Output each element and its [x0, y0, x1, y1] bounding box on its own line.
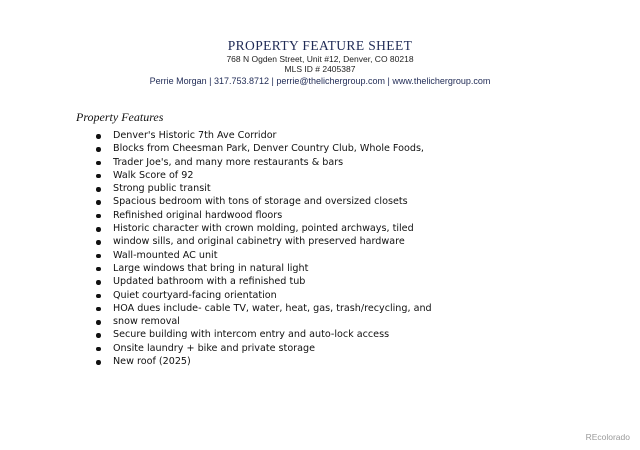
bullet-icon [96, 134, 101, 139]
feature-text: snow removal [113, 316, 180, 328]
feature-item [96, 302, 432, 315]
feature-text: Spacious bedroom with tons of storage and oversized closets [113, 196, 408, 208]
bullet-icon [96, 240, 101, 245]
feature-item [96, 142, 432, 155]
bullet-icon [96, 360, 101, 365]
feature-text: New roof (2025) [113, 356, 191, 368]
feature-item [96, 169, 432, 182]
property-address: 768 N Ogden Street, Unit #12, Denver, CO 80218 [226, 54, 414, 64]
feature-text: Secure building with intercom entry and auto-lock access [113, 329, 390, 341]
bullet-icon [96, 214, 101, 219]
feature-text: Updated bathroom with a refinished tub [113, 276, 306, 288]
feature-item [96, 235, 432, 248]
feature-text: window sills, and original cabinetry with preserved hardware [113, 236, 405, 248]
feature-text: Denver's Historic 7th Ave Corridor [113, 130, 277, 141]
feature-item [96, 209, 432, 222]
feature-text: Historic character with crown molding, pointed archways, tiled [113, 223, 414, 235]
feature-item [96, 355, 432, 368]
feature-item [96, 289, 432, 302]
bullet-icon [96, 227, 101, 232]
bullet-icon [96, 200, 101, 205]
feature-item [96, 249, 432, 262]
bullet-icon [96, 161, 101, 166]
feature-text: Quiet courtyard-facing orientation [113, 289, 277, 301]
feature-item [96, 262, 432, 275]
features-list [96, 129, 432, 368]
bullet-icon [96, 280, 101, 285]
feature-item [96, 156, 432, 169]
bullet-icon [96, 307, 101, 312]
bullet-icon [96, 147, 101, 152]
features-section-title: Property Features [76, 110, 164, 124]
feature-item [96, 275, 432, 288]
bullet-icon [96, 320, 101, 325]
feature-item [96, 222, 432, 235]
feature-item [96, 315, 432, 328]
feature-item [96, 129, 432, 142]
bullet-icon [96, 254, 101, 259]
feature-text: Wall-mounted AC unit [113, 249, 218, 261]
recolorado-watermark: REcolorado [585, 432, 630, 442]
feature-text: Refinished original hardwood floors [113, 209, 283, 221]
feature-text: Walk Score of 92 [113, 169, 194, 181]
bullet-icon [96, 347, 101, 352]
feature-item [96, 195, 432, 208]
bullet-icon [96, 267, 101, 272]
feature-text: Strong public transit [113, 183, 211, 195]
feature-text: Large windows that bring in natural light [113, 262, 309, 274]
feature-item [96, 342, 432, 355]
bullet-icon [96, 174, 101, 179]
bullet-icon [96, 333, 101, 338]
feature-item [96, 328, 432, 341]
mls-id: MLS ID # 2405387 [284, 64, 356, 74]
page-title: PROPERTY FEATURE SHEET [227, 38, 413, 53]
feature-text: Onsite laundry + bike and private storage [113, 342, 315, 354]
feature-text: Trader Joe's, and many more restaurants & bars [113, 156, 344, 168]
bullet-icon [96, 294, 101, 299]
bullet-icon [96, 187, 101, 192]
feature-text: Blocks from Cheesman Park, Denver Country Club, Whole Foods, [113, 143, 424, 155]
document-header [0, 38, 640, 74]
agent-contact-line: Perrie Morgan | 317.753.8712 | perrie@thelichergroup.com | www.thelichergroup.com [149, 76, 491, 86]
feature-text: HOA dues include- cable TV, water, heat, gas, trash/recycling, and [113, 302, 432, 314]
feature-item [96, 182, 432, 195]
